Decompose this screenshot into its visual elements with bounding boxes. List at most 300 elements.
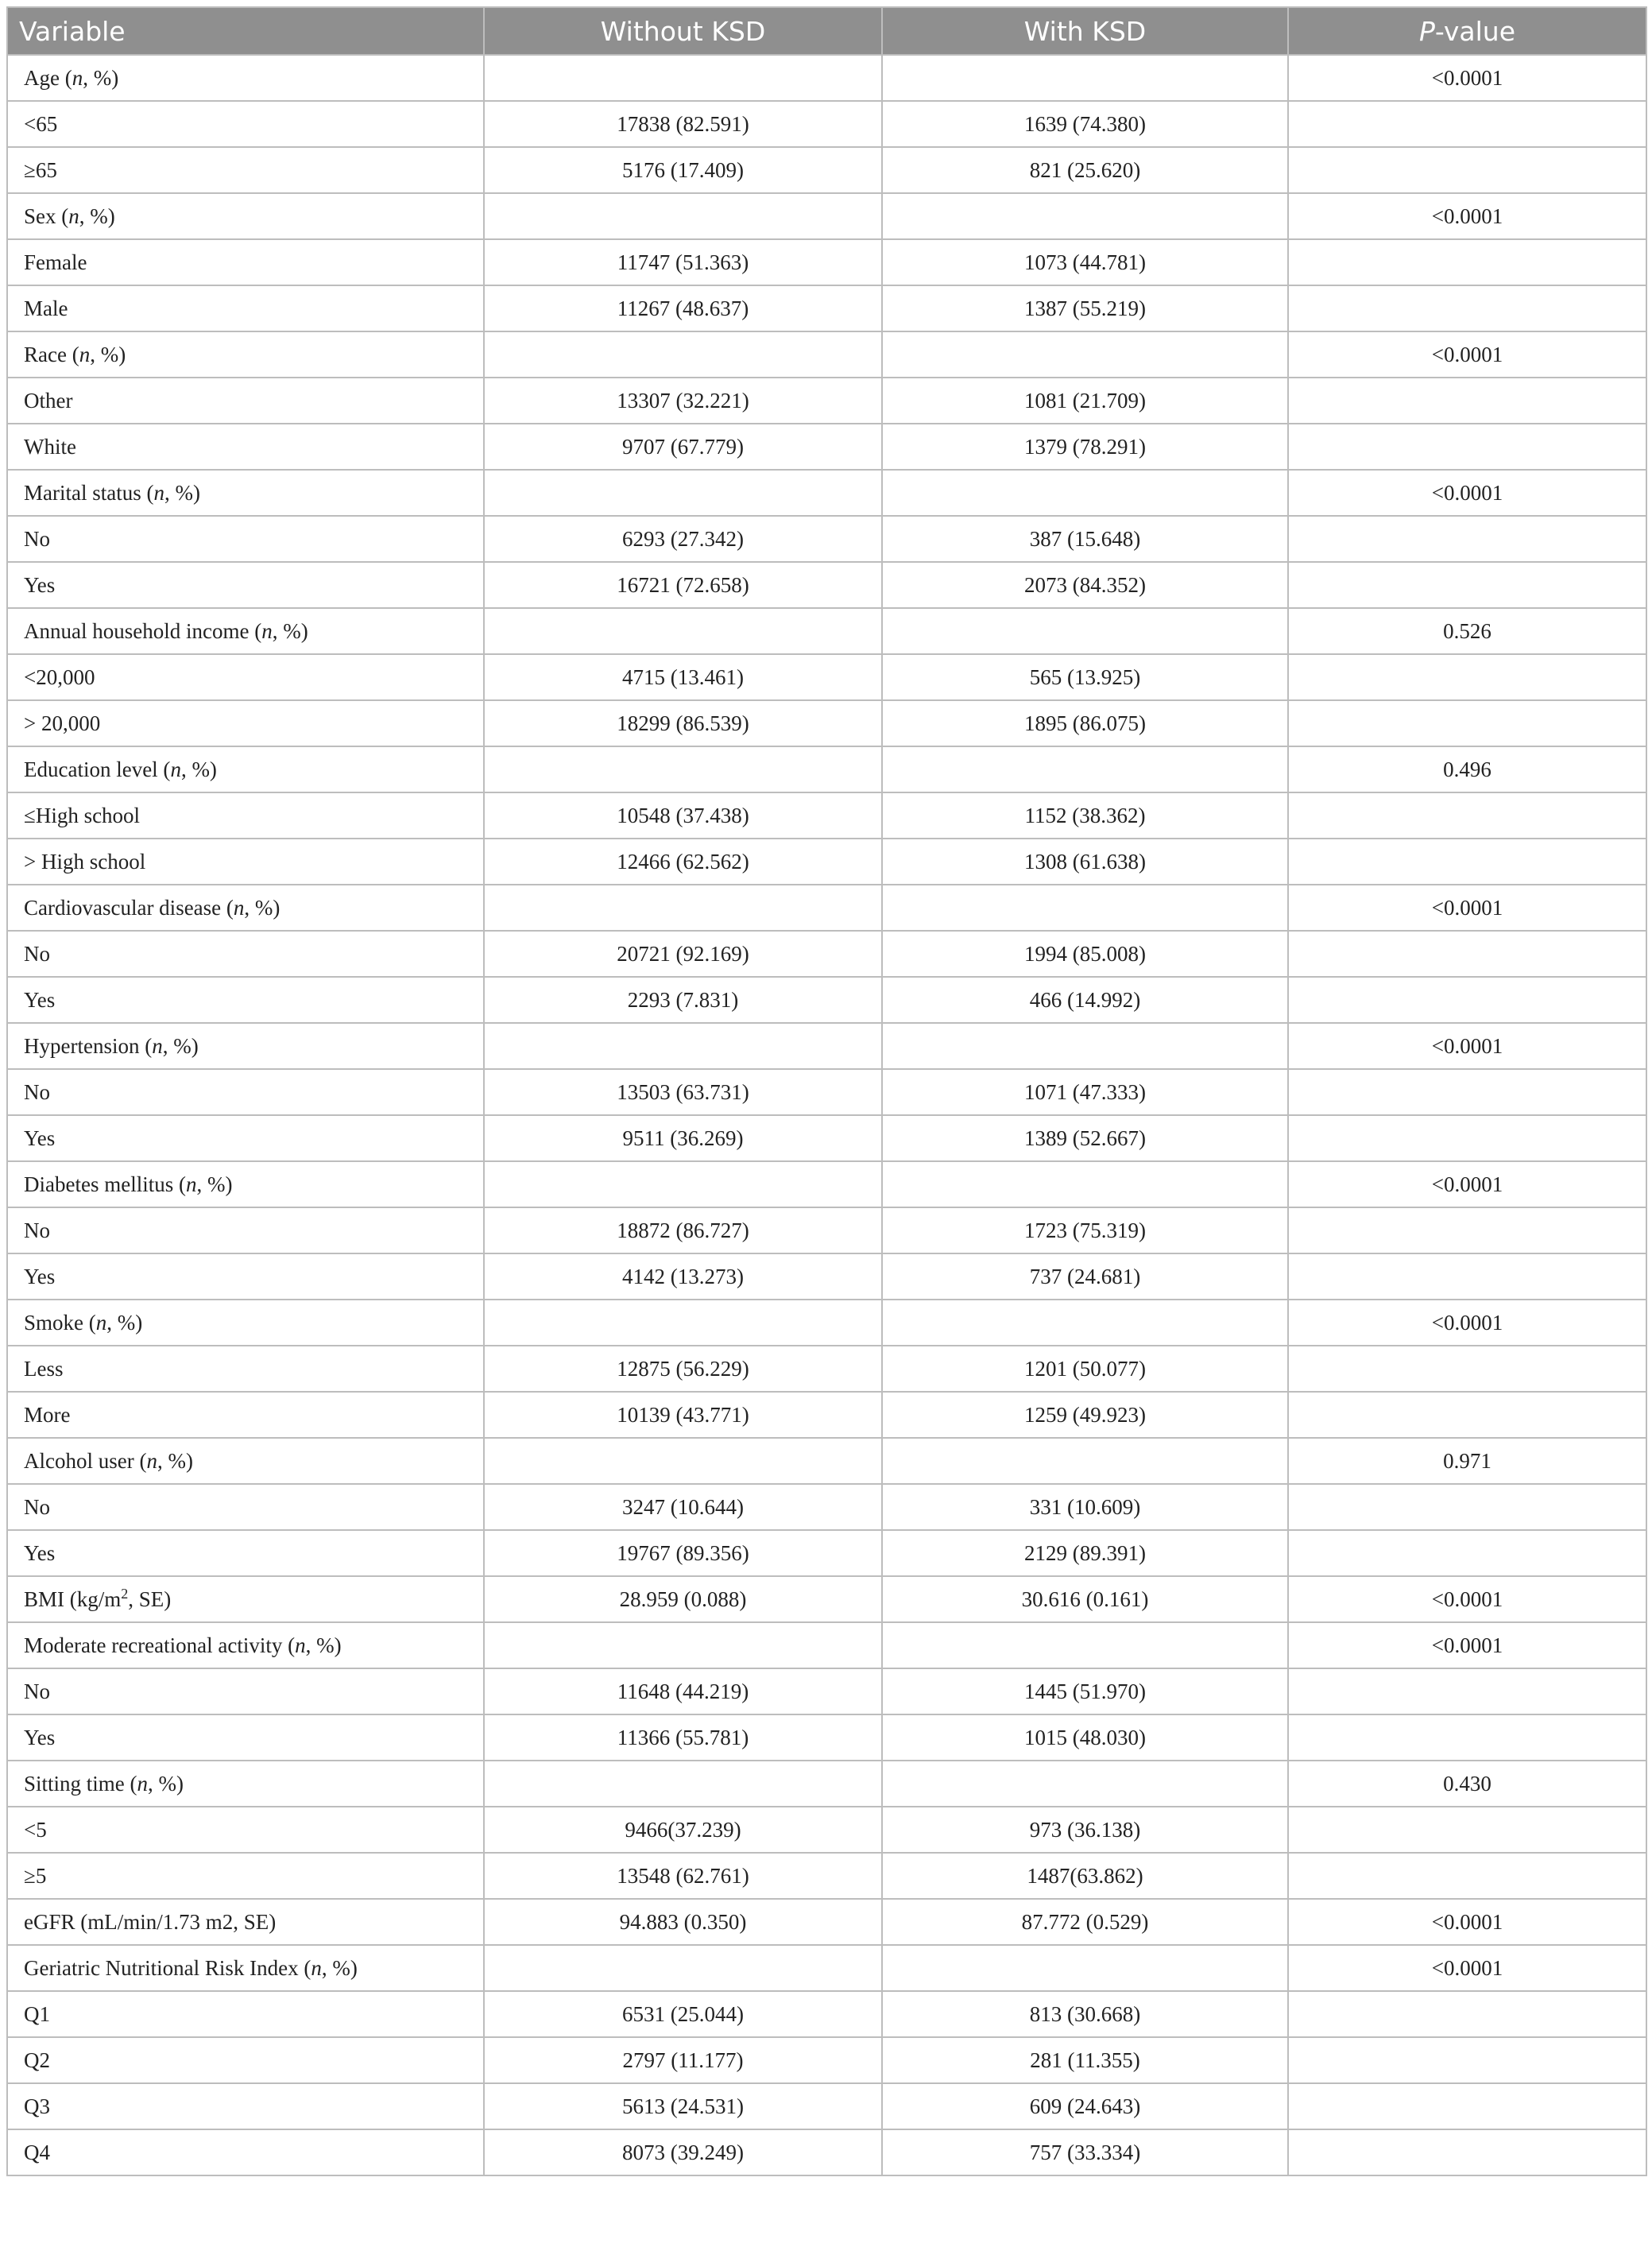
variable-cell [7, 885, 484, 931]
variable-label-suffix: , %) [180, 757, 217, 781]
table-row [7, 562, 1646, 608]
table-row [7, 55, 1646, 101]
variable-label: Other [24, 388, 73, 413]
variable-cell [7, 1622, 484, 1668]
without-ksd-cell: 20721 (92.169) [484, 931, 882, 977]
variable-label: Diabetes mellitus ( [24, 1172, 186, 1196]
variable-label-suffix: , %) [305, 1633, 342, 1657]
variable-label-italic: n [261, 618, 273, 643]
without-ksd-cell: 12875 (56.229) [484, 1346, 882, 1392]
p-value-cell [1288, 1115, 1646, 1161]
p-value-cell: 0.971 [1288, 1438, 1646, 1484]
variable-label-suffix: , %) [83, 65, 119, 90]
table-row [7, 193, 1646, 239]
variable-cell [7, 424, 484, 470]
variable-cell [7, 1253, 484, 1300]
without-ksd-cell [484, 1161, 882, 1207]
without-ksd-cell: 13503 (63.731) [484, 1069, 882, 1115]
p-value-cell [1288, 977, 1646, 1023]
p-value-cell [1288, 1346, 1646, 1392]
variable-label: Yes [24, 1264, 56, 1288]
p-value-cell [1288, 839, 1646, 885]
p-value-cell [1288, 931, 1646, 977]
variable-label-suffix: , %) [148, 1771, 184, 1796]
without-ksd-cell: 6293 (27.342) [484, 516, 882, 562]
variable-cell [7, 378, 484, 424]
without-ksd-cell: 10548 (37.438) [484, 792, 882, 839]
variable-label-italic: n [152, 1033, 163, 1058]
table-row [7, 239, 1646, 285]
with-ksd-cell: 757 (33.334) [882, 2129, 1288, 2175]
variable-label: Hypertension ( [24, 1033, 153, 1058]
without-ksd-cell: 10139 (43.771) [484, 1392, 882, 1438]
variable-cell [7, 1484, 484, 1530]
with-ksd-cell [882, 470, 1288, 516]
header-p-value [1288, 7, 1646, 55]
variable-label-suffix: , %) [321, 1955, 358, 1980]
p-value-cell: <0.0001 [1288, 1945, 1646, 1991]
p-value-cell [1288, 1484, 1646, 1530]
variable-label: Marital status ( [24, 480, 154, 505]
variable-label: ≥5 [24, 1863, 47, 1888]
table-row [7, 1484, 1646, 1530]
with-ksd-cell: 30.616 (0.161) [882, 1576, 1288, 1622]
with-ksd-cell [882, 1300, 1288, 1346]
table-row [7, 885, 1646, 931]
variable-cell [7, 516, 484, 562]
without-ksd-cell: 9511 (36.269) [484, 1115, 882, 1161]
without-ksd-cell: 5613 (24.531) [484, 2083, 882, 2129]
p-value-cell: <0.0001 [1288, 1161, 1646, 1207]
without-ksd-cell [484, 1761, 882, 1807]
variable-label: > 20,000 [24, 711, 101, 735]
variable-label: Education level ( [24, 757, 171, 781]
p-value-cell: 0.526 [1288, 608, 1646, 654]
p-value-cell [1288, 239, 1646, 285]
without-ksd-cell: 4715 (13.461) [484, 654, 882, 700]
variable-label-italic: n [68, 203, 79, 228]
variable-label: No [24, 941, 50, 966]
without-ksd-cell: 9466(37.239) [484, 1807, 882, 1853]
with-ksd-cell: 1639 (74.380) [882, 101, 1288, 147]
without-ksd-cell [484, 1438, 882, 1484]
p-value-cell: <0.0001 [1288, 1899, 1646, 1945]
p-value-cell: <0.0001 [1288, 470, 1646, 516]
without-ksd-cell: 16721 (72.658) [484, 562, 882, 608]
variable-cell [7, 1346, 484, 1392]
with-ksd-cell [882, 746, 1288, 792]
variable-label: Cardiovascular disease ( [24, 895, 234, 920]
variable-label-superscript: 2 [121, 1585, 129, 1602]
table-row [7, 1207, 1646, 1253]
variable-label: Male [24, 296, 68, 320]
without-ksd-cell: 6531 (25.044) [484, 1991, 882, 2037]
p-value-cell [1288, 1392, 1646, 1438]
variable-label: Age ( [24, 65, 72, 90]
variable-cell [7, 931, 484, 977]
variable-cell [7, 1530, 484, 1576]
with-ksd-cell: 1152 (38.362) [882, 792, 1288, 839]
table-row [7, 470, 1646, 516]
without-ksd-cell: 9707 (67.779) [484, 424, 882, 470]
variable-cell [7, 2083, 484, 2129]
table-row [7, 1899, 1646, 1945]
variable-label-suffix: , %) [79, 203, 115, 228]
with-ksd-cell: 1081 (21.709) [882, 378, 1288, 424]
variable-label: No [24, 1494, 50, 1519]
variable-label-suffix: , %) [196, 1172, 233, 1196]
p-value-cell: <0.0001 [1288, 1300, 1646, 1346]
header-variable: Variable [7, 7, 484, 55]
variable-label: More [24, 1402, 71, 1427]
table-row [7, 101, 1646, 147]
table-row [7, 1161, 1646, 1207]
without-ksd-cell [484, 1023, 882, 1069]
without-ksd-cell [484, 470, 882, 516]
table-row [7, 1761, 1646, 1807]
variable-label-italic: n [295, 1633, 306, 1657]
with-ksd-cell: 87.772 (0.529) [882, 1899, 1288, 1945]
variable-cell [7, 608, 484, 654]
with-ksd-cell: 2073 (84.352) [882, 562, 1288, 608]
p-value-cell: <0.0001 [1288, 193, 1646, 239]
with-ksd-cell: 609 (24.643) [882, 2083, 1288, 2129]
table-row [7, 1714, 1646, 1761]
p-value-cell: <0.0001 [1288, 55, 1646, 101]
variable-cell [7, 1207, 484, 1253]
with-ksd-cell [882, 1023, 1288, 1069]
variable-label: Sex ( [24, 203, 69, 228]
with-ksd-cell: 1389 (52.667) [882, 1115, 1288, 1161]
with-ksd-cell [882, 1438, 1288, 1484]
table-row [7, 977, 1646, 1023]
table-row [7, 1991, 1646, 2037]
variable-label: Q1 [24, 2001, 50, 2026]
variable-label-suffix: , %) [106, 1310, 143, 1335]
with-ksd-cell [882, 1161, 1288, 1207]
p-value-cell [1288, 1253, 1646, 1300]
variable-label-suffix: , %) [157, 1448, 193, 1473]
p-value-cell [1288, 2083, 1646, 2129]
header-p-italic: P [1418, 15, 1435, 47]
variable-label: <65 [24, 111, 58, 136]
variable-label-suffix: , SE) [128, 1586, 172, 1611]
table-row [7, 1069, 1646, 1115]
with-ksd-cell [882, 608, 1288, 654]
p-value-cell [1288, 2129, 1646, 2175]
variable-label: > High school [24, 849, 146, 874]
header-with-ksd: With KSD [882, 7, 1288, 55]
variable-label-italic: n [72, 65, 83, 90]
variable-label-italic: n [233, 895, 245, 920]
variable-label-suffix: , %) [162, 1033, 199, 1058]
variable-cell [7, 101, 484, 147]
table-row [7, 285, 1646, 331]
without-ksd-cell [484, 746, 882, 792]
table-row [7, 516, 1646, 562]
without-ksd-cell: 13548 (62.761) [484, 1853, 882, 1899]
table-row [7, 700, 1646, 746]
p-value-cell [1288, 792, 1646, 839]
table-row [7, 1300, 1646, 1346]
table-row [7, 1392, 1646, 1438]
with-ksd-cell: 1259 (49.923) [882, 1392, 1288, 1438]
table-row [7, 1668, 1646, 1714]
with-ksd-cell [882, 55, 1288, 101]
variable-label-italic: n [311, 1955, 322, 1980]
variable-cell [7, 1576, 484, 1622]
without-ksd-cell: 8073 (39.249) [484, 2129, 882, 2175]
variable-label: Moderate recreational activity ( [24, 1633, 296, 1657]
without-ksd-cell [484, 55, 882, 101]
variable-label: ≥65 [24, 157, 57, 182]
with-ksd-cell: 821 (25.620) [882, 147, 1288, 193]
table-header [7, 7, 1646, 55]
variable-cell [7, 285, 484, 331]
variable-cell [7, 193, 484, 239]
p-value-cell [1288, 1668, 1646, 1714]
p-value-cell [1288, 1853, 1646, 1899]
p-value-cell [1288, 1207, 1646, 1253]
data-table [6, 6, 1647, 2176]
table-row [7, 792, 1646, 839]
with-ksd-cell: 813 (30.668) [882, 1991, 1288, 2037]
table-row [7, 1622, 1646, 1668]
with-ksd-cell [882, 1761, 1288, 1807]
without-ksd-cell: 17838 (82.591) [484, 101, 882, 147]
variable-label-italic: n [170, 757, 181, 781]
without-ksd-cell: 4142 (13.273) [484, 1253, 882, 1300]
variable-cell [7, 1761, 484, 1807]
with-ksd-cell [882, 1945, 1288, 1991]
variable-label: Q2 [24, 2047, 50, 2072]
with-ksd-cell: 2129 (89.391) [882, 1530, 1288, 1576]
p-value-cell: <0.0001 [1288, 1576, 1646, 1622]
header-p-rest: -value [1434, 15, 1516, 47]
variable-cell [7, 1023, 484, 1069]
variable-label-suffix: , %) [90, 342, 126, 366]
variable-cell [7, 470, 484, 516]
without-ksd-cell: 11648 (44.219) [484, 1668, 882, 1714]
without-ksd-cell: 2293 (7.831) [484, 977, 882, 1023]
with-ksd-cell: 1379 (78.291) [882, 424, 1288, 470]
table-row [7, 1346, 1646, 1392]
table-row [7, 424, 1646, 470]
with-ksd-cell: 281 (11.355) [882, 2037, 1288, 2083]
with-ksd-cell: 466 (14.992) [882, 977, 1288, 1023]
with-ksd-cell: 1487(63.862) [882, 1853, 1288, 1899]
p-value-cell [1288, 562, 1646, 608]
p-value-cell [1288, 1530, 1646, 1576]
table-row [7, 147, 1646, 193]
table-row [7, 2083, 1646, 2129]
variable-label: Yes [24, 1725, 56, 1749]
variable-label: White [24, 434, 76, 459]
with-ksd-cell: 1071 (47.333) [882, 1069, 1288, 1115]
variable-cell [7, 1991, 484, 2037]
variable-cell [7, 1807, 484, 1853]
variable-cell [7, 239, 484, 285]
p-value-cell [1288, 1991, 1646, 2037]
with-ksd-cell: 973 (36.138) [882, 1807, 1288, 1853]
variable-cell [7, 1438, 484, 1484]
table-row [7, 654, 1646, 700]
without-ksd-cell [484, 608, 882, 654]
with-ksd-cell: 1994 (85.008) [882, 931, 1288, 977]
without-ksd-cell [484, 885, 882, 931]
table-row [7, 1115, 1646, 1161]
variable-cell [7, 1161, 484, 1207]
p-value-cell [1288, 700, 1646, 746]
table-row [7, 1023, 1646, 1069]
variable-cell [7, 700, 484, 746]
header-row [7, 7, 1646, 55]
variable-cell [7, 746, 484, 792]
table-row [7, 1807, 1646, 1853]
with-ksd-cell: 1308 (61.638) [882, 839, 1288, 885]
variable-cell [7, 2129, 484, 2175]
table-body [7, 55, 1646, 2175]
variable-label: Annual household income ( [24, 618, 262, 643]
table-row [7, 1438, 1646, 1484]
variable-label-italic: n [185, 1172, 197, 1196]
variable-label-suffix: , %) [164, 480, 200, 505]
table-row [7, 1945, 1646, 1991]
variable-label: Yes [24, 987, 56, 1012]
table-row [7, 746, 1646, 792]
without-ksd-cell [484, 1622, 882, 1668]
variable-cell [7, 1392, 484, 1438]
without-ksd-cell: 18299 (86.539) [484, 700, 882, 746]
without-ksd-cell [484, 1945, 882, 1991]
p-value-cell [1288, 147, 1646, 193]
p-value-cell [1288, 424, 1646, 470]
without-ksd-cell: 94.883 (0.350) [484, 1899, 882, 1945]
p-value-cell [1288, 654, 1646, 700]
table-row [7, 378, 1646, 424]
header-without-ksd: Without KSD [484, 7, 882, 55]
table-row [7, 931, 1646, 977]
with-ksd-cell: 1895 (86.075) [882, 700, 1288, 746]
variable-cell [7, 1714, 484, 1761]
p-value-cell [1288, 1807, 1646, 1853]
p-value-cell [1288, 1714, 1646, 1761]
p-value-cell [1288, 378, 1646, 424]
without-ksd-cell: 3247 (10.644) [484, 1484, 882, 1530]
without-ksd-cell: 11366 (55.781) [484, 1714, 882, 1761]
variable-cell [7, 839, 484, 885]
p-value-cell: 0.430 [1288, 1761, 1646, 1807]
variable-label-italic: n [95, 1310, 107, 1335]
with-ksd-cell: 387 (15.648) [882, 516, 1288, 562]
variable-label: Less [24, 1356, 64, 1381]
without-ksd-cell: 12466 (62.562) [484, 839, 882, 885]
variable-cell [7, 331, 484, 378]
variable-label: Race ( [24, 342, 79, 366]
variable-label: Yes [24, 1125, 56, 1150]
variable-label: Alcohol user ( [24, 1448, 147, 1473]
variable-label: Smoke ( [24, 1310, 96, 1335]
without-ksd-cell: 11747 (51.363) [484, 239, 882, 285]
variable-label: No [24, 526, 50, 551]
variable-cell [7, 1668, 484, 1714]
variable-cell [7, 1300, 484, 1346]
without-ksd-cell: 19767 (89.356) [484, 1530, 882, 1576]
table-row [7, 1853, 1646, 1899]
variable-label-suffix: , %) [244, 895, 280, 920]
variable-label-italic: n [79, 342, 91, 366]
variable-label: Yes [24, 1540, 56, 1565]
variable-cell [7, 1115, 484, 1161]
with-ksd-cell: 1015 (48.030) [882, 1714, 1288, 1761]
table-row [7, 1576, 1646, 1622]
with-ksd-cell [882, 1622, 1288, 1668]
without-ksd-cell [484, 331, 882, 378]
variable-cell [7, 2037, 484, 2083]
table-row [7, 608, 1646, 654]
with-ksd-cell: 737 (24.681) [882, 1253, 1288, 1300]
variable-label: Geriatric Nutritional Risk Index ( [24, 1955, 311, 1980]
table-row [7, 839, 1646, 885]
with-ksd-cell [882, 193, 1288, 239]
with-ksd-cell [882, 331, 1288, 378]
variable-label-italic: n [137, 1771, 149, 1796]
with-ksd-cell: 1387 (55.219) [882, 285, 1288, 331]
p-value-cell: <0.0001 [1288, 331, 1646, 378]
p-value-cell: <0.0001 [1288, 885, 1646, 931]
variable-cell [7, 147, 484, 193]
variable-label: BMI (kg/m [24, 1586, 122, 1611]
with-ksd-cell: 331 (10.609) [882, 1484, 1288, 1530]
p-value-cell [1288, 516, 1646, 562]
table-row [7, 1530, 1646, 1576]
variable-label: No [24, 1079, 50, 1104]
table-row [7, 1253, 1646, 1300]
table-row [7, 2037, 1646, 2083]
variable-label: Female [24, 250, 87, 274]
without-ksd-cell: 11267 (48.637) [484, 285, 882, 331]
with-ksd-cell: 1201 (50.077) [882, 1346, 1288, 1392]
variable-label: Q4 [24, 2140, 50, 2164]
variable-cell [7, 1069, 484, 1115]
variable-label-suffix: , %) [272, 618, 308, 643]
variable-cell [7, 1945, 484, 1991]
variable-label: Q3 [24, 2094, 50, 2118]
p-value-cell [1288, 2037, 1646, 2083]
without-ksd-cell: 28.959 (0.088) [484, 1576, 882, 1622]
variable-label: <5 [24, 1817, 47, 1842]
p-value-cell [1288, 1069, 1646, 1115]
with-ksd-cell: 565 (13.925) [882, 654, 1288, 700]
variable-label: Yes [24, 572, 56, 597]
with-ksd-cell: 1073 (44.781) [882, 239, 1288, 285]
variable-cell [7, 654, 484, 700]
variable-label: No [24, 1218, 50, 1242]
without-ksd-cell: 5176 (17.409) [484, 147, 882, 193]
p-value-cell [1288, 285, 1646, 331]
variable-cell [7, 55, 484, 101]
variable-cell [7, 977, 484, 1023]
with-ksd-cell: 1445 (51.970) [882, 1668, 1288, 1714]
without-ksd-cell [484, 193, 882, 239]
with-ksd-cell: 1723 (75.319) [882, 1207, 1288, 1253]
variable-label: eGFR (mL/min/1.73 m2, SE) [24, 1909, 277, 1934]
without-ksd-cell: 13307 (32.221) [484, 378, 882, 424]
without-ksd-cell [484, 1300, 882, 1346]
p-value-cell [1288, 101, 1646, 147]
variable-cell [7, 1899, 484, 1945]
p-value-cell: <0.0001 [1288, 1023, 1646, 1069]
